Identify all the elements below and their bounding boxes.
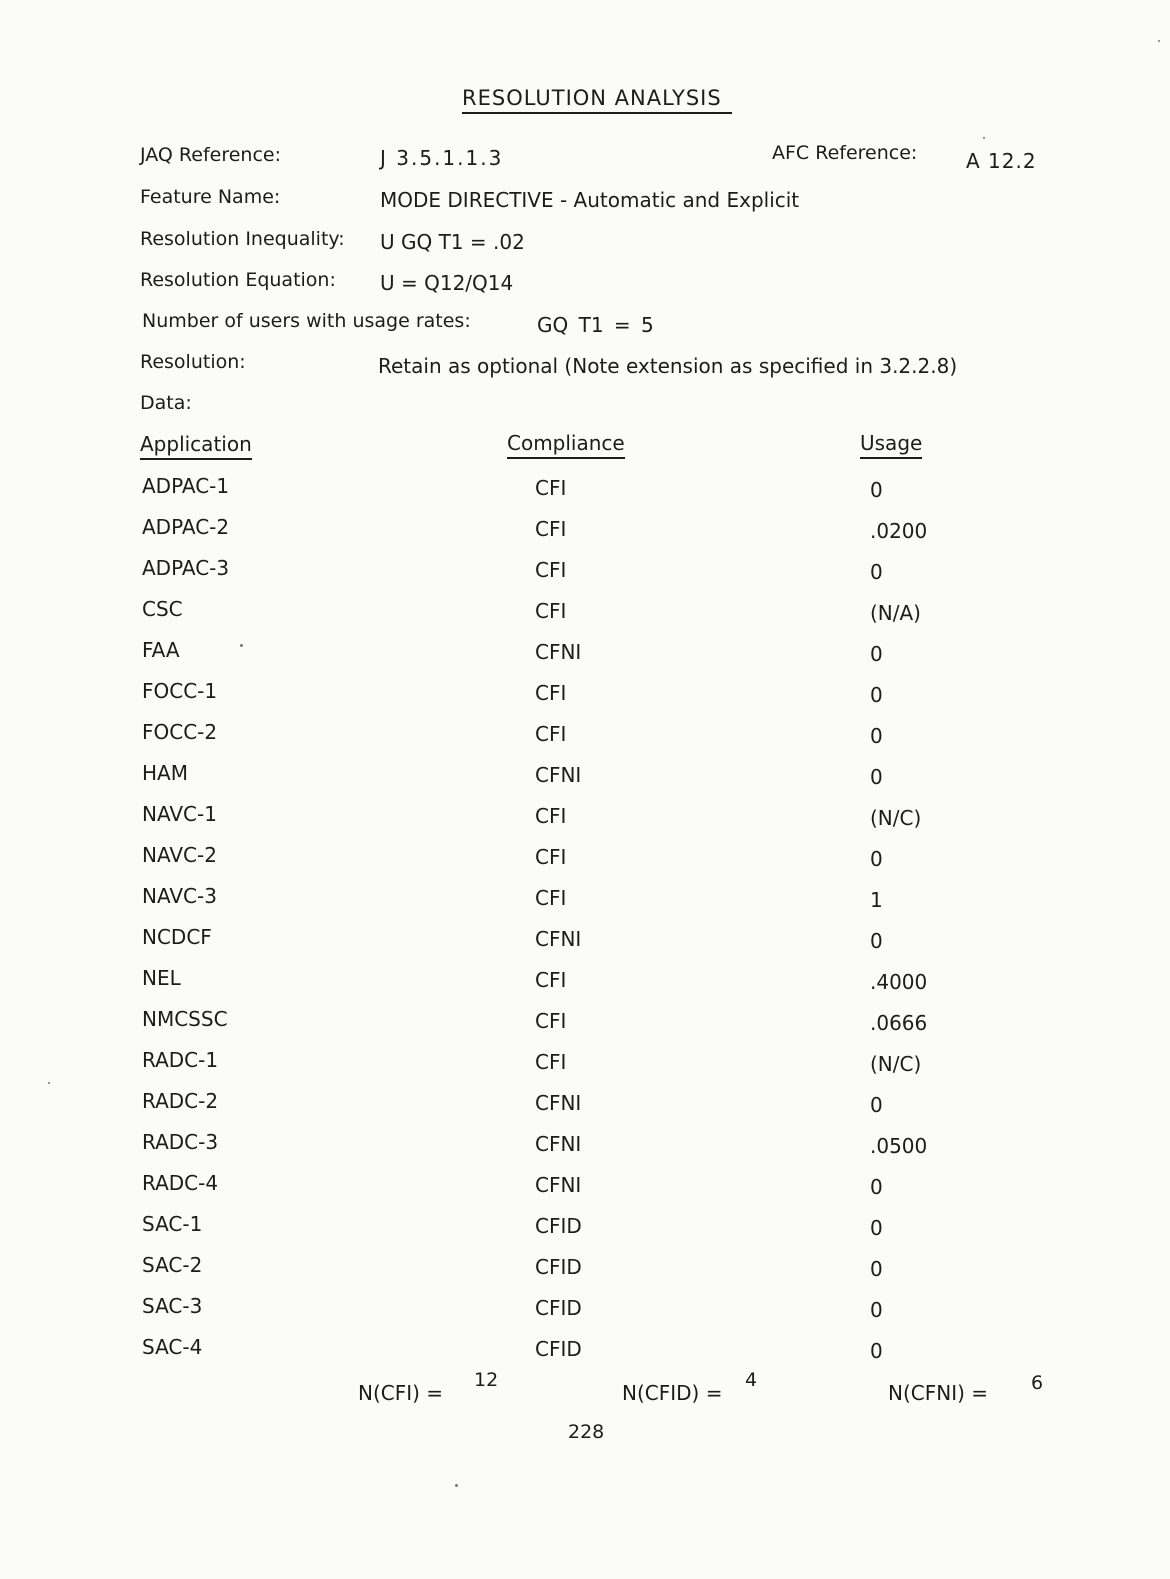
page-title: RESOLUTION ANALYSIS [462,86,732,114]
usage-cell: 0 [870,478,883,502]
application-cell: FOCC-2 [142,720,218,744]
feature-name-label: Feature Name: [140,186,281,208]
compliance-cell: CFI [535,804,567,828]
table-row [0,761,1170,801]
compliance-cell: CFNI [535,763,582,787]
resolution-label: Resolution: [140,351,246,373]
resolution-equation-label: Resolution Equation: [140,269,336,291]
usage-cell: .0200 [870,519,928,543]
column-header-compliance: Compliance [507,431,625,459]
table-row [0,556,1170,596]
application-cell: NAVC-2 [142,843,217,867]
usage-cell: 0 [870,929,883,953]
usage-cell: 0 [870,1175,883,1199]
resolution-inequality-label: Resolution Inequality: [140,228,345,250]
scan-speck [48,1082,50,1084]
compliance-cell: CFNI [535,640,582,664]
users-with-usage-label: Number of users with usage rates: [142,310,471,332]
table-row [0,1294,1170,1334]
usage-cell: 0 [870,1257,883,1281]
table-row [0,1089,1170,1129]
usage-cell: 0 [870,642,883,666]
total-cfi-value: 12 [474,1369,499,1391]
table-row [0,1007,1170,1047]
scan-speck [983,137,985,139]
jaq-reference-label: JAQ Reference: [140,144,282,166]
application-cell: ADPAC-3 [142,556,230,580]
table-row [0,925,1170,965]
compliance-cell: CFI [535,476,567,500]
compliance-cell: CFI [535,886,567,910]
application-cell: FOCC-1 [142,679,218,703]
usage-cell: .0500 [870,1134,928,1158]
usage-cell: 0 [870,1093,883,1117]
afc-reference-value: A 12.2 [966,149,1037,173]
application-cell: RADC-1 [142,1048,219,1072]
application-cell: FAA [142,638,180,662]
compliance-cell: CFID [535,1337,582,1361]
page-number: 228 [568,1421,605,1443]
table-row [0,843,1170,883]
application-cell: ADPAC-2 [142,515,230,539]
application-cell: NCDCF [142,925,212,949]
usage-cell: .0666 [870,1011,928,1035]
application-cell: NMCSSC [142,1007,228,1031]
scan-speck [1158,40,1160,42]
compliance-cell: CFNI [535,1091,582,1115]
compliance-cell: CFI [535,517,567,541]
application-cell: NAVC-3 [142,884,217,908]
usage-cell: .4000 [870,970,928,994]
table-row [0,884,1170,924]
application-cell: SAC-2 [142,1253,203,1277]
compliance-cell: CFID [535,1296,582,1320]
compliance-cell: CFID [535,1255,582,1279]
usage-cell: 0 [870,560,883,584]
usage-cell: 0 [870,1298,883,1322]
application-cell: RADC-2 [142,1089,219,1113]
users-with-usage-value: GQ T1 = 5 [537,313,654,337]
application-cell: SAC-3 [142,1294,203,1318]
total-cfid-value: 4 [745,1369,758,1391]
total-cfi-label: N(CFI) = [358,1381,444,1405]
compliance-cell: CFNI [535,927,582,951]
compliance-cell: CFI [535,681,567,705]
application-cell: RADC-4 [142,1171,219,1195]
usage-cell: (N/C) [870,806,922,830]
compliance-cell: CFI [535,722,567,746]
application-cell: NAVC-1 [142,802,217,826]
usage-cell: 0 [870,724,883,748]
application-cell: SAC-1 [142,1212,203,1236]
application-cell: RADC-3 [142,1130,219,1154]
table-row [0,1335,1170,1375]
table-row [0,1171,1170,1211]
table-row [0,1130,1170,1170]
afc-reference-label: AFC Reference: [772,142,918,164]
usage-cell: 0 [870,1339,883,1363]
column-header-usage: Usage [860,431,922,459]
total-cfni-value: 6 [1031,1372,1044,1394]
application-cell: ADPAC-1 [142,474,230,498]
application-cell: CSC [142,597,183,621]
usage-cell: 0 [870,765,883,789]
compliance-cell: CFI [535,1050,567,1074]
column-header-application: Application [140,432,252,460]
usage-cell: (N/C) [870,1052,922,1076]
scan-speck [240,644,243,647]
table-row [0,1253,1170,1293]
table-row [0,1048,1170,1088]
table-row [0,966,1170,1006]
compliance-cell: CFI [535,558,567,582]
compliance-cell: CFI [535,1009,567,1033]
total-cfid-label: N(CFID) = [622,1381,723,1405]
application-cell: HAM [142,761,188,785]
table-row [0,638,1170,678]
usage-cell: 0 [870,683,883,707]
compliance-cell: CFID [535,1214,582,1238]
usage-cell: 1 [870,888,883,912]
table-row [0,515,1170,555]
application-cell: SAC-4 [142,1335,203,1359]
resolution-equation-value: U = Q12/Q14 [380,271,514,295]
usage-cell: 0 [870,1216,883,1240]
table-row [0,1212,1170,1252]
application-cell: NEL [142,966,181,990]
compliance-cell: CFI [535,968,567,992]
scan-speck [455,1484,458,1487]
table-row [0,720,1170,760]
table-row [0,474,1170,514]
resolution-inequality-value: U GQ T1 = .02 [380,230,525,254]
data-label: Data: [140,392,192,414]
compliance-cell: CFI [535,845,567,869]
compliance-cell: CFNI [535,1173,582,1197]
feature-name-value: MODE DIRECTIVE - Automatic and Explicit [380,188,800,212]
compliance-cell: CFI [535,599,567,623]
resolution-value: Retain as optional (Note extension as specified in 3.2.2.8) [378,354,958,378]
table-row [0,597,1170,637]
table-row [0,679,1170,719]
usage-cell: (N/A) [870,601,921,625]
table-row [0,802,1170,842]
usage-cell: 0 [870,847,883,871]
total-cfni-label: N(CFNI) = [888,1381,989,1405]
compliance-cell: CFNI [535,1132,582,1156]
jaq-reference-value: J 3.5.1.1.3 [380,146,504,170]
